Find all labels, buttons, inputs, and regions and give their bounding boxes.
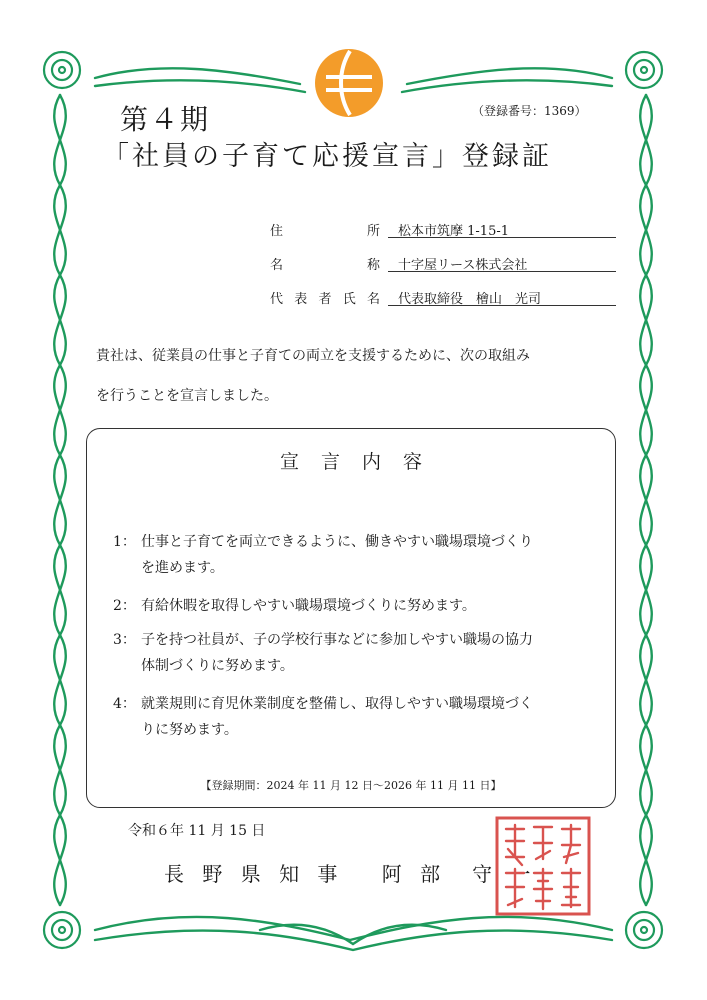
representative-row <box>270 286 615 308</box>
issue-date: 令和６年 11 月 15 日 <box>128 823 266 839</box>
governor-signature: 長 野 県 知 事 阿 部 守 一 <box>164 862 537 886</box>
company-name-row <box>270 252 615 274</box>
company-name-label: 名 称 <box>270 258 380 273</box>
official-seal <box>494 815 592 917</box>
representative-label: 代 表 者 氏 名 <box>270 292 380 307</box>
certificate-title: 「社員の子育て応援宣言」登録証 <box>102 141 552 172</box>
term-title: 第４期 <box>120 103 211 136</box>
declaration-box: 宣言内容 1： 仕事と子育てを両立できるように、働きやすい職場環境づくり を進めます。 2： 有給休暇を取得しやすい職場環境づくりに努めます。 3： 子を持つ社員が、子の学校行事などに参加しやすい職場の協力 体制づくりに努めます。 4： 就業規則に育児休業制度を整備し、取得しやすい職場環境づく りに努めます。 【登録期間：2024 年 11 月 12 日～2026 年 11 月 11 日】 <box>86 428 616 808</box>
representative-value: 代表取締役 檜山 光司 <box>388 288 616 306</box>
intro-paragraph <box>96 336 644 416</box>
address-value: 松本市筑摩 1-15-1 <box>388 220 616 238</box>
address-label: 住 所 <box>270 224 380 239</box>
registration-period: 【登録期間：2024 年 11 月 12 日～2026 年 11 月 11 日】 <box>200 779 502 792</box>
prefecture-emblem <box>312 46 386 120</box>
declaration-title: 宣言内容 <box>279 451 444 473</box>
intro-line-1: 貴社は、従業員の仕事と子育ての両立を支援するために、次の取組み <box>96 348 530 364</box>
registration-number: （登録番号：1369） <box>472 104 587 118</box>
company-name-value: 十字屋リース株式会社 <box>388 254 616 272</box>
address-row <box>270 218 615 240</box>
intro-line-2: を行うことを宣言しました。 <box>96 388 278 404</box>
